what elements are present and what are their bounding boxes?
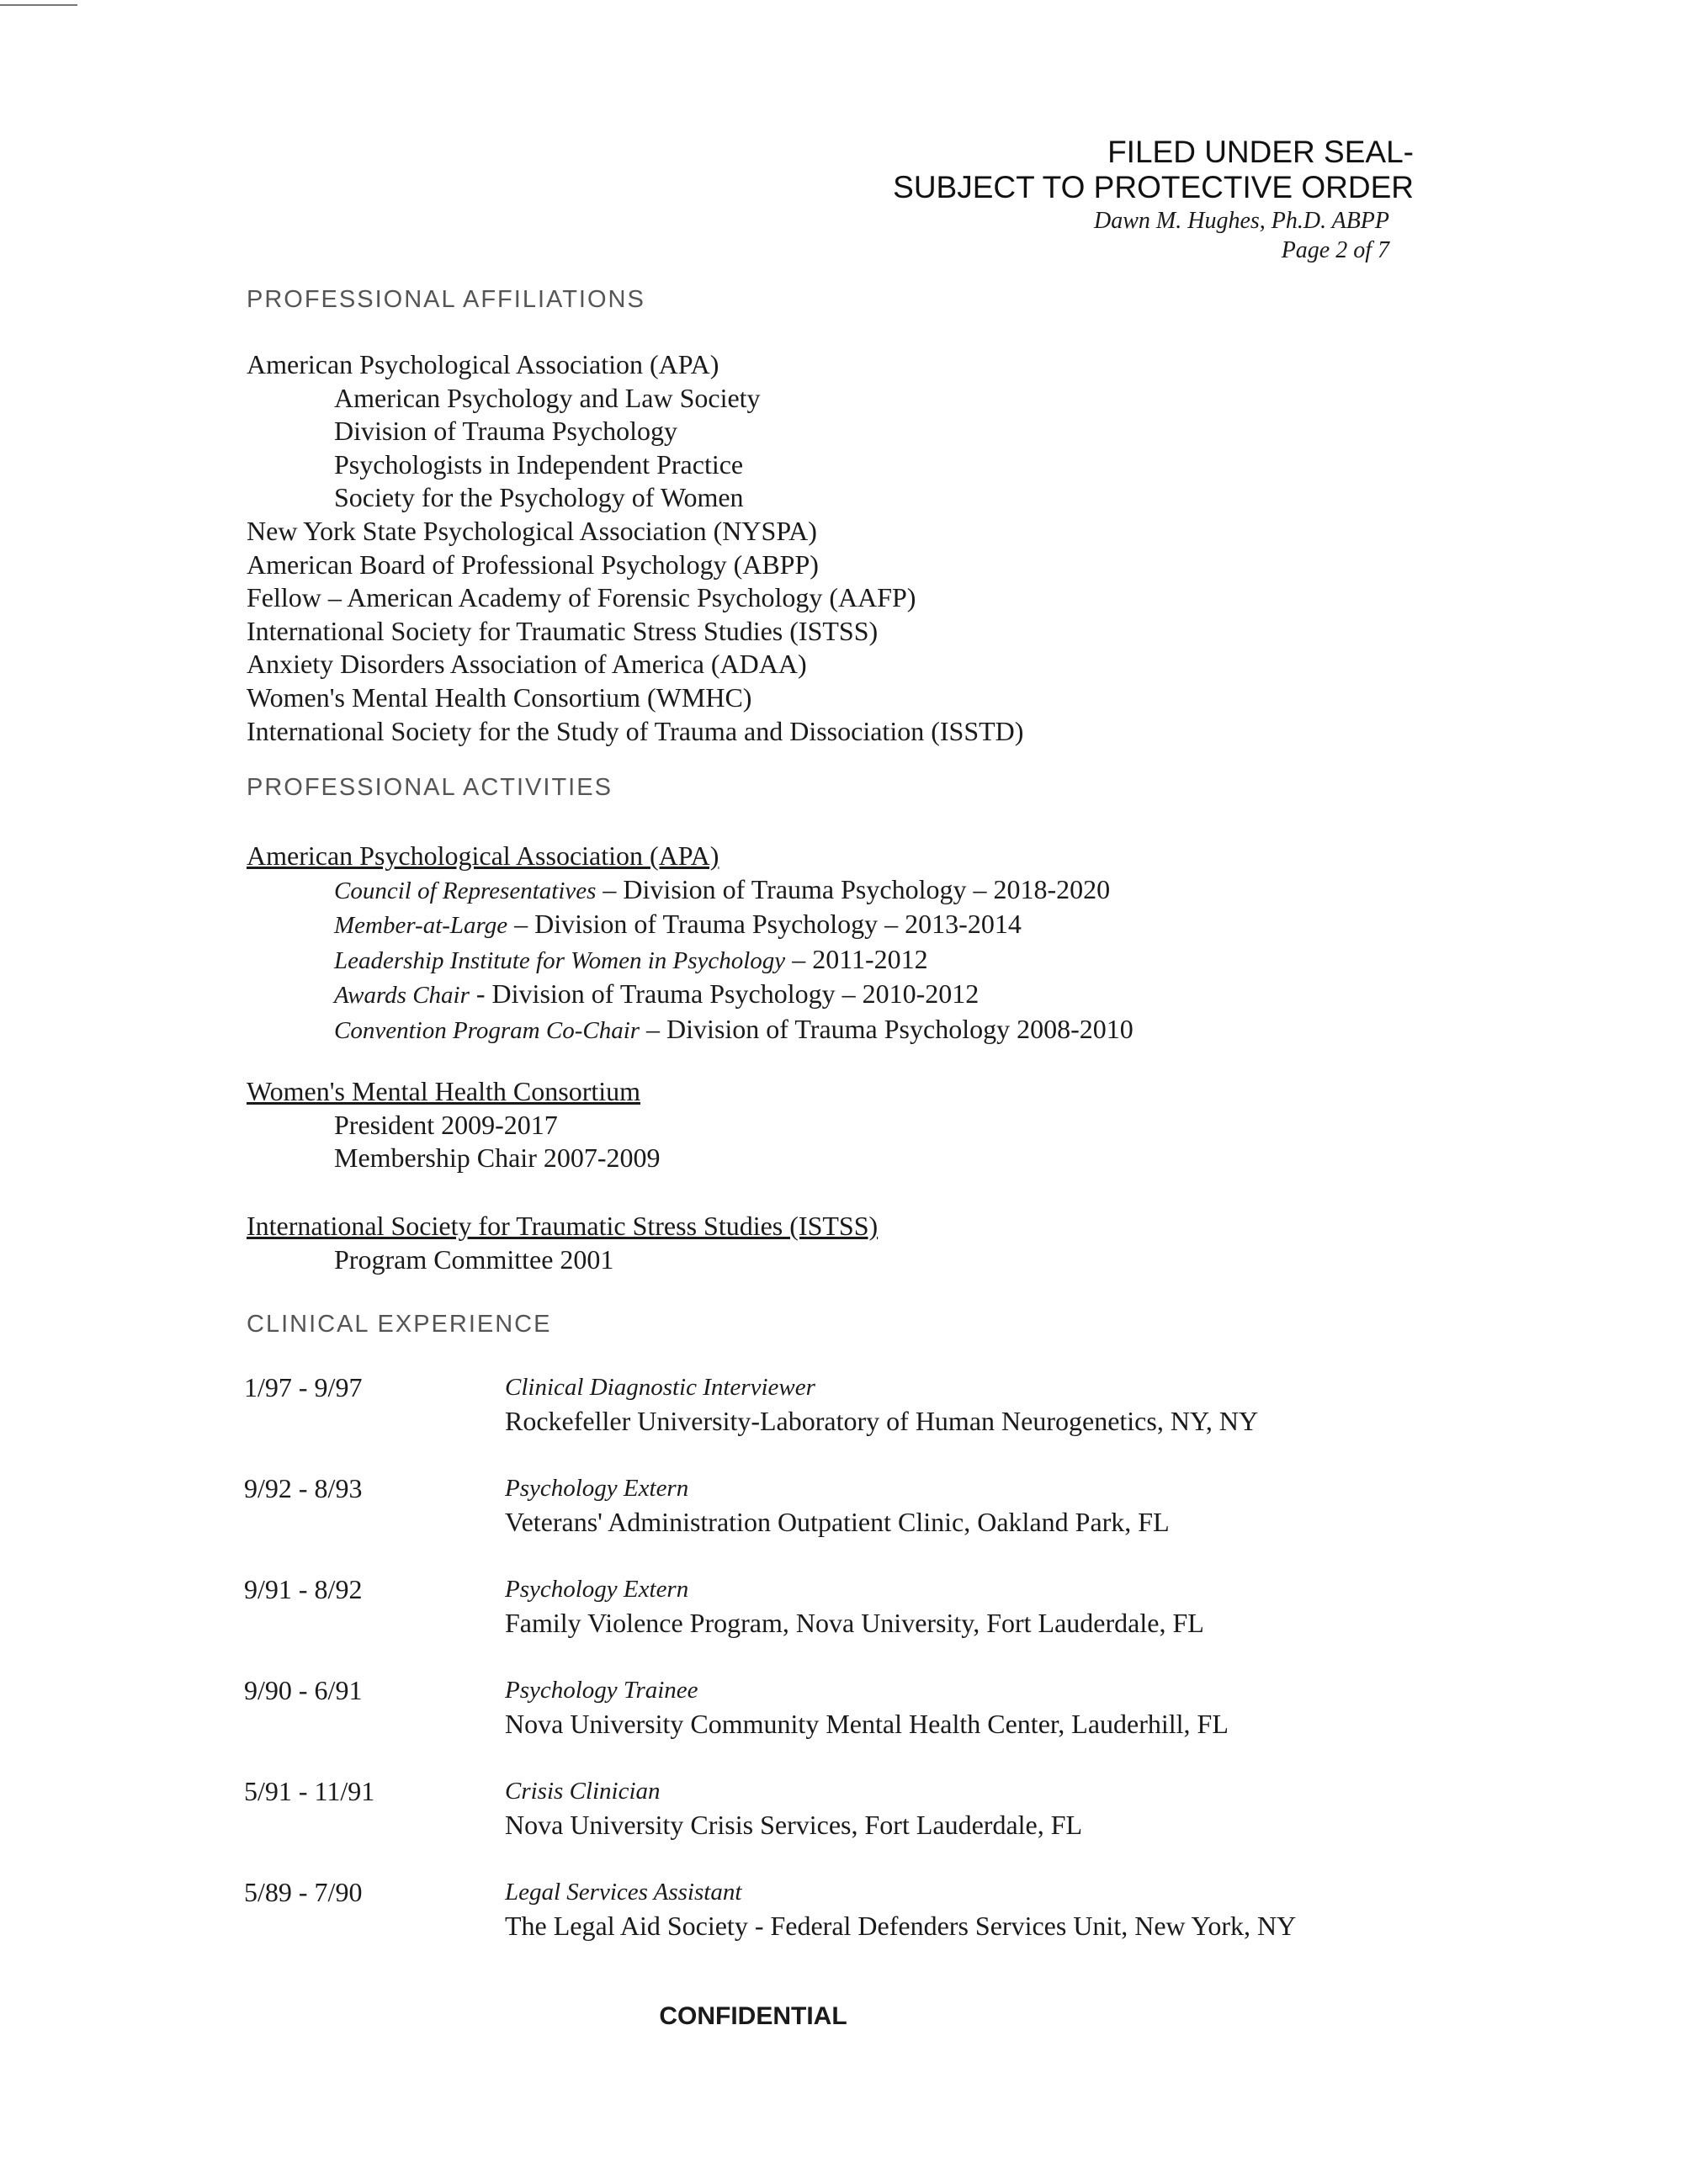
affiliation-item: Anxiety Disorders Association of America (ADAA) [247, 649, 807, 680]
seal-line-1: FILED UNDER SEAL- [1107, 135, 1414, 169]
experience-dates: 9/90 - 6/91 [244, 1675, 363, 1705]
experience-place: Nova University Crisis Services, Fort Lauderdale, FL [505, 1809, 1083, 1840]
experience-dates: 9/91 - 8/92 [244, 1574, 363, 1604]
activity-group-wmhc [247, 1075, 661, 1175]
affiliation-item: International Society for the Study of Trauma and Dissociation (ISSTD) [247, 715, 1024, 746]
affiliations-list [247, 348, 1023, 748]
affiliation-subitem: American Psychology and Law Society [334, 382, 761, 413]
clinical-heading: CLINICAL EXPERIENCE [247, 1311, 552, 1338]
affiliation-subitem: Division of Trauma Psychology [334, 416, 678, 447]
experience-title: Clinical Diagnostic Interviewer [505, 1374, 815, 1401]
affiliation-item: International Society for Traumatic Stress Studies (ISTSS) [247, 615, 879, 646]
experience-dates: 9/92 - 8/93 [244, 1473, 363, 1503]
activity-org: American Psychological Association (APA) [247, 840, 719, 871]
experience-dates: 5/89 - 7/90 [244, 1877, 363, 1907]
experience-title: Psychology Trainee [505, 1677, 698, 1704]
role-title: Awards Chair [334, 982, 470, 1009]
seal-line-2: SUBJECT TO PROTECTIVE ORDER [893, 170, 1414, 204]
role-detail: – Division of Trauma Psychology – 2018-2020 [596, 873, 1111, 904]
activity-role: President 2009-2017 [334, 1109, 558, 1140]
experience-dates: 1/97 - 9/97 [244, 1372, 363, 1402]
page-number: Page 2 of 7 [1281, 237, 1389, 263]
role-title: Convention Program Co-Chair [334, 1016, 640, 1044]
activity-org: International Society for Traumatic Stress Studies (ISTSS) [247, 1211, 879, 1241]
role-detail: – 2011-2012 [785, 943, 928, 974]
activity-role: Program Committee 2001 [334, 1243, 614, 1275]
confidential-footer: CONFIDENTIAL [659, 2002, 847, 2030]
activity-role [247, 943, 1134, 978]
activities-heading: PROFESSIONAL ACTIVITIES [247, 774, 613, 801]
activity-role: Membership Chair 2007-2009 [334, 1142, 661, 1173]
activity-role [247, 1013, 1134, 1048]
corner-rule [0, 4, 77, 6]
affiliation-item: American Psychological Association (APA) [247, 349, 719, 379]
activity-role [247, 978, 1134, 1013]
activity-role [247, 873, 1134, 909]
experience-place: Nova University Community Mental Health Center, Lauderhill, FL [505, 1708, 1229, 1739]
experience-title: Psychology Extern [505, 1475, 689, 1502]
experience-place: Rockefeller University-Laboratory of Human Neurogenetics, NY, NY [505, 1405, 1259, 1436]
experience-title: Legal Services Assistant [505, 1879, 742, 1906]
role-title: Council of Representatives [334, 877, 597, 904]
affiliation-item: Fellow – American Academy of Forensic Psychology (AAFP) [247, 582, 916, 613]
activity-role [247, 908, 1134, 943]
role-title: Leadership Institute for Women in Psychology [334, 946, 786, 974]
affiliation-subitem: Psychologists in Independent Practice [334, 448, 744, 480]
affiliation-item: New York State Psychological Association (NYSPA) [247, 515, 817, 546]
role-detail: – Division of Trauma Psychology 2008-2010 [640, 1013, 1134, 1044]
seal-notice [893, 135, 1414, 205]
affiliation-item: American Board of Professional Psychology (ABPP) [247, 549, 819, 580]
author-name: Dawn M. Hughes, Ph.D. ABPP [1094, 208, 1389, 234]
affiliation-subitem: Society for the Psychology of Women [334, 482, 744, 513]
experience-dates: 5/91 - 11/91 [244, 1776, 375, 1806]
affiliation-item: Women's Mental Health Consortium (WMHC) [247, 681, 752, 713]
experience-place: The Legal Aid Society - Federal Defenders Services Unit, New York, NY [505, 1910, 1297, 1941]
role-detail: - Division of Trauma Psychology – 2010-2012 [469, 978, 980, 1009]
role-title: Member-at-Large [334, 912, 508, 939]
activity-org: Women's Mental Health Consortium [247, 1076, 641, 1106]
role-detail: – Division of Trauma Psychology – 2013-2014 [507, 909, 1022, 939]
affiliations-heading: PROFESSIONAL AFFILIATIONS [247, 286, 645, 313]
experience-place: Family Violence Program, Nova University, Fort Lauderdale, FL [505, 1607, 1204, 1638]
experience-title: Crisis Clinician [505, 1778, 661, 1805]
running-header [1094, 206, 1389, 265]
experience-title: Psychology Extern [505, 1576, 689, 1603]
activity-group-apa [247, 840, 1134, 1047]
activity-group-istss [247, 1210, 878, 1276]
experience-place: Veterans' Administration Outpatient Clinic, Oakland Park, FL [505, 1506, 1170, 1537]
